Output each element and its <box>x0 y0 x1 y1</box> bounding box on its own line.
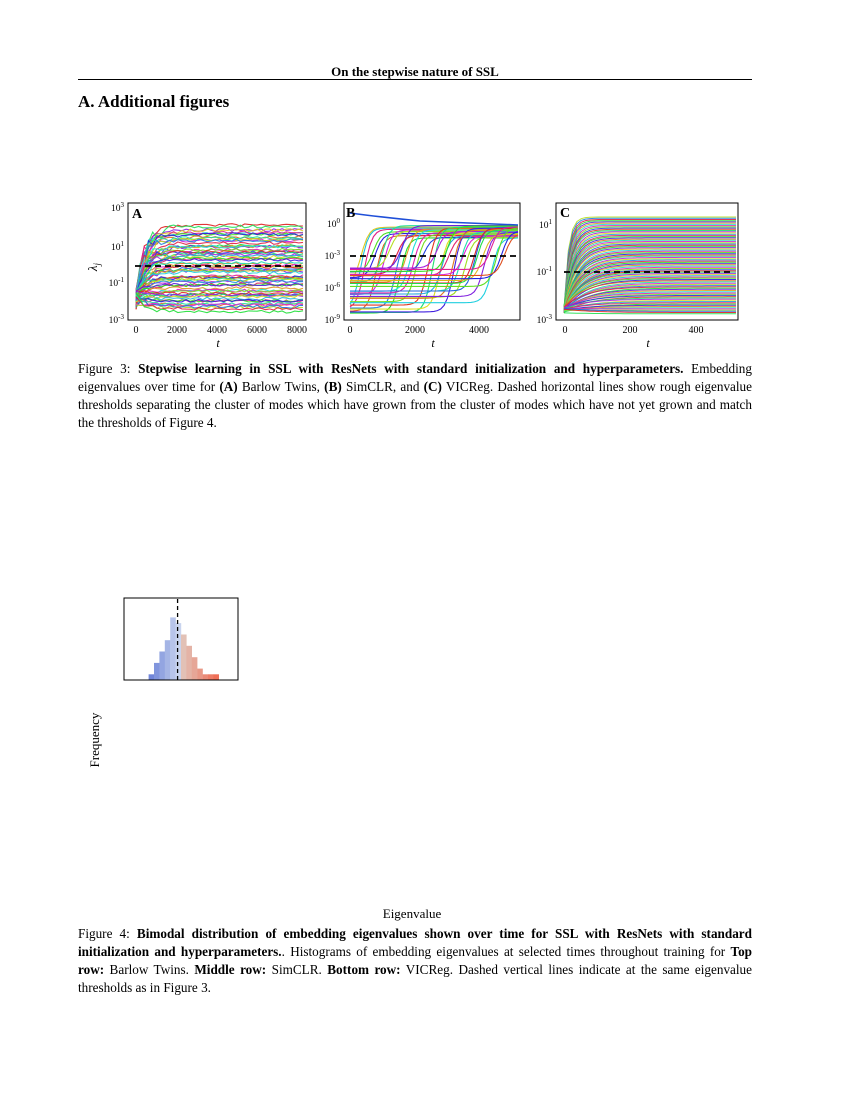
histogram-bar <box>213 674 219 680</box>
panel-a <box>85 201 307 350</box>
panel-c-yticks <box>537 218 553 326</box>
panel-c-xtick: 0 <box>562 325 568 336</box>
histogram-bar <box>197 669 203 680</box>
panel-c-lines <box>564 217 736 314</box>
caption-text: Barlow Twins, <box>237 379 325 394</box>
caption-prefix: Figure 4: <box>78 926 137 941</box>
panel-c-ytick: $10^1$ <box>539 218 552 231</box>
histogram-bar <box>154 663 160 680</box>
panel-b-ytick: $10^{-6}$ <box>324 281 340 294</box>
panel-a-ylabel: $\lambda_j$ <box>85 262 102 272</box>
panel-b-xtick: 2000 <box>405 325 425 336</box>
caption-text: SimCLR, and <box>341 379 424 394</box>
histogram-grid <box>124 598 238 680</box>
header-rule <box>78 79 752 80</box>
caption-text: VICReg. Dashed vertical lines indicate at the same eigenvalue thresholds as in Figure 3. <box>78 962 753 995</box>
caption-text: VICReg. Dashed horizontal lines show rough eigenvalue thresholds separating the cluster of modes which have grown from the cluster of modes which have not yet grown and match the thresholds of Figure 4. <box>78 379 753 430</box>
caption-text: Barlow Twins. <box>104 962 195 977</box>
caption-ref: (B) <box>324 379 342 394</box>
running-header: On the stepwise nature of SSL <box>331 64 499 79</box>
panel-b-xtick: 0 <box>347 325 353 336</box>
panel-a-xtick: 2000 <box>167 325 187 336</box>
caption-bold: Bimodal distribution of embedding eigenvalues shown over time for SSL with ResNets with standard initialization and hyperparameters. <box>78 926 752 959</box>
panel-a-ytick: $10^{-1}$ <box>108 276 124 289</box>
histogram-bar <box>159 652 165 681</box>
panel-b-label: B <box>346 206 356 221</box>
panel-c-xtick: 400 <box>688 325 704 336</box>
caption-row-label: Top row: <box>78 944 752 977</box>
panel-a-ytick: $10^1$ <box>111 240 124 253</box>
caption-text: Embedding eigenvalues over time for <box>78 361 752 394</box>
caption-text: SimCLR. <box>266 962 328 977</box>
caption-ref: (A) <box>219 379 238 394</box>
figure-4-caption <box>78 925 752 997</box>
panel-c-xtick: 200 <box>622 325 638 336</box>
figure-3-caption <box>78 360 752 432</box>
histogram-bar <box>176 623 182 680</box>
caption-ref: (C) <box>423 379 442 394</box>
caption-text: . Histograms of embedding eigenvalues at selected times throughout training for <box>281 944 731 959</box>
panel-b-xlabel: t <box>431 336 435 350</box>
panel-c-xlabel: t <box>646 336 650 350</box>
panel-b-xtick: 4000 <box>469 325 489 336</box>
panel-c-ytick: $10^{-3}$ <box>536 313 552 326</box>
panel-a-xtick: 0 <box>133 325 139 336</box>
panel-b-ytick: $10^{-3}$ <box>324 249 340 262</box>
panel-b-lines <box>350 213 518 313</box>
eigenvalue-line <box>564 313 736 314</box>
histogram-bar <box>181 635 187 681</box>
panel-a-xtick: 8000 <box>287 325 307 336</box>
panel-b-ytick: $10^0$ <box>327 217 340 230</box>
histogram-bar <box>208 674 214 680</box>
figure-4-xlabel: Eigenvalue <box>382 906 442 921</box>
panel-a-xtick: 4000 <box>207 325 227 336</box>
figure-4-ylabel: Frequency <box>87 712 102 768</box>
panel-a-xlabel: t <box>216 336 220 350</box>
histogram-bar <box>186 646 192 680</box>
panel-b <box>325 203 520 350</box>
panel-a-ytick: $10^{-3}$ <box>108 313 124 326</box>
histogram-bar <box>192 657 198 680</box>
histogram-bar <box>165 640 171 680</box>
panel-a-xtick: 6000 <box>247 325 267 336</box>
panel-b-yticks <box>325 217 341 326</box>
panel-a-lines <box>136 224 303 313</box>
panel-a-label: A <box>132 207 143 222</box>
histogram-bar <box>170 617 176 680</box>
histogram-panel <box>124 598 238 680</box>
panel-a-xticks <box>134 325 308 336</box>
panel-a-yticks <box>109 201 125 326</box>
histogram-bar <box>149 674 155 680</box>
histogram-bar <box>203 674 209 680</box>
figure-3 <box>0 195 850 355</box>
caption-row-label: Bottom row: <box>327 962 401 977</box>
section-title: A. Additional figures <box>78 92 230 111</box>
figure-4 <box>0 590 850 930</box>
caption-prefix: Figure 3: <box>78 361 139 376</box>
panel-b-ytick: $10^{-9}$ <box>324 313 340 326</box>
caption-row-label: Middle row: <box>194 962 267 977</box>
panel-c-label: C <box>560 206 571 221</box>
panel-b-xticks <box>348 325 490 336</box>
eigenvalue-line <box>350 213 518 225</box>
panel-c-xticks <box>563 325 704 336</box>
caption-bold: Stepwise learning in SSL with ResNets with standard initialization and hyperparameters. <box>138 361 684 376</box>
panel-a-ytick: $10^3$ <box>111 201 124 214</box>
panel-c <box>537 203 738 350</box>
panel-c-ytick: $10^{-1}$ <box>536 265 552 278</box>
